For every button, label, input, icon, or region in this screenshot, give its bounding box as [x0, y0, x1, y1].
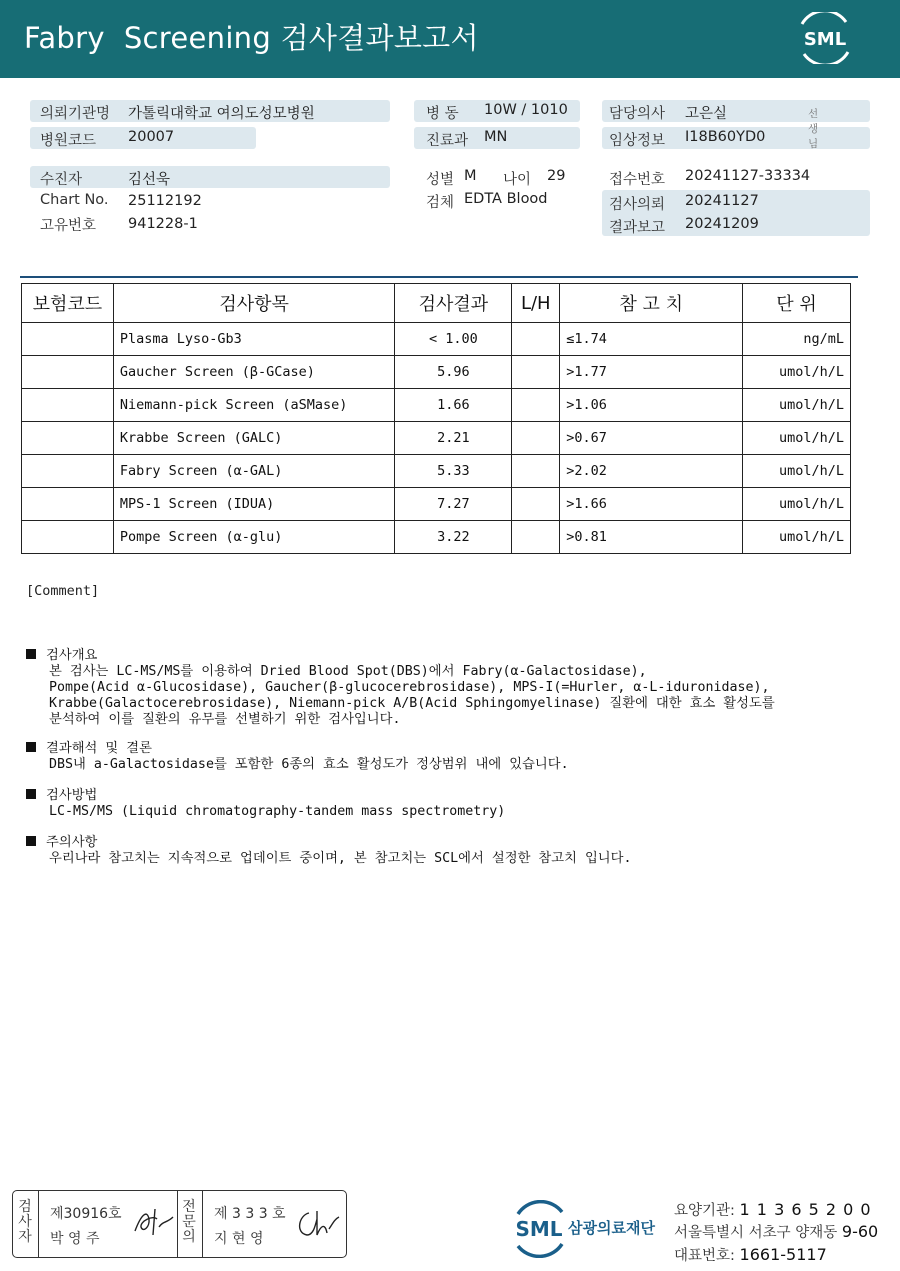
sig-separator — [202, 1191, 203, 1257]
cell-item: MPS-1 Screen (IDUA) — [113, 488, 395, 521]
receipt-label: 접수번호 — [609, 172, 666, 188]
cell-unit: umol/h/L — [743, 488, 851, 521]
chart-value: 25112192 — [128, 193, 202, 209]
chart-label: Chart No. — [40, 192, 109, 208]
section-title: 검사개요 — [46, 648, 98, 663]
table-row — [22, 389, 851, 422]
examiner-number: 제30916호 — [50, 1206, 122, 1222]
sex-label: 성별 — [426, 172, 455, 188]
col-header-lh: L/H — [512, 284, 560, 323]
sig-separator — [38, 1191, 39, 1257]
sex-value: M — [464, 168, 477, 184]
col-header-unit: 단 위 — [743, 284, 851, 323]
cell-unit: umol/h/L — [743, 521, 851, 554]
provider-label: 요양기관: — [674, 1203, 735, 1219]
cell-item: Gaucher Screen (β-GCase) — [113, 356, 395, 389]
cell-ref: >2.02 — [560, 455, 743, 488]
receipt-value: 20241127-33334 — [685, 168, 811, 184]
specimen-value: EDTA Blood — [464, 191, 548, 207]
hospital-code-label: 병원코드 — [40, 133, 97, 149]
cell-code — [22, 323, 114, 356]
square-bullet-icon — [26, 742, 36, 752]
age-label: 나이 — [503, 172, 532, 188]
examiner-name: 박 영 주 — [50, 1231, 100, 1247]
age-value: 29 — [547, 168, 566, 184]
cell-result: 1.66 — [395, 389, 512, 422]
comment-label: [Comment] — [26, 583, 100, 599]
report-header — [0, 0, 900, 78]
cell-ref: >1.77 — [560, 356, 743, 389]
examinee-value: 김선욱 — [128, 172, 171, 188]
cell-item: Pompe Screen (α-glu) — [113, 521, 395, 554]
clinical-label: 임상정보 — [609, 133, 666, 149]
section-overview — [26, 648, 775, 728]
reported-value: 20241209 — [685, 216, 759, 232]
phone-number: 1661-5117 — [739, 1245, 827, 1264]
examiner-vertical-label: 검사자 — [18, 1199, 32, 1245]
cell-item: Krabbe Screen (GALC) — [113, 422, 395, 455]
uid-value: 941228-1 — [128, 216, 198, 232]
phone-label: 대표번호: — [674, 1248, 735, 1264]
cell-unit: umol/h/L — [743, 455, 851, 488]
section-body: 본 검사는 LC-MS/MS를 이용하여 Dried Blood Spot(DBS)에서 Fabry(α-Galactosidase), Pompe(Acid α-Glucosidase), Gaucher(β-glucocerebrosidase), MPS-I(=Hurler, α-L-iduronidase), Krabbe(Galactocerebrosidase), Niemann-pick A/B(Acid Sphingomyelinase) 질환에 대한 효소 활성도를 분석하여 이를 질환의 유무를 선별하기 위한 검사입니다. — [49, 664, 775, 727]
cell-lh — [512, 455, 560, 488]
cell-unit: umol/h/L — [743, 356, 851, 389]
cell-lh — [512, 323, 560, 356]
sig-separator — [177, 1191, 178, 1257]
col-header-item: 검사항목 — [113, 284, 395, 323]
table-row — [22, 323, 851, 356]
table-row — [22, 422, 851, 455]
section-caution — [26, 835, 632, 867]
table-row — [22, 455, 851, 488]
dept-label: 진료과 — [426, 133, 469, 149]
cell-unit: umol/h/L — [743, 389, 851, 422]
footer-org-name: 삼광의료재단 — [568, 1219, 655, 1237]
cell-ref: >1.06 — [560, 389, 743, 422]
square-bullet-icon — [26, 649, 36, 659]
cell-lh — [512, 389, 560, 422]
requested-label: 검사의뢰 — [609, 197, 666, 213]
specialist-number: 제 3 3 3 호 — [214, 1206, 286, 1222]
divider — [20, 276, 858, 278]
clinical-value: I18B60YD0 — [685, 129, 766, 145]
doctor-suffix: 선생님 — [808, 108, 819, 150]
section-title: 결과해석 및 결론 — [46, 741, 152, 756]
cell-code — [22, 488, 114, 521]
cell-item: Niemann-pick Screen (aSMase) — [113, 389, 395, 422]
provider-number: 1 1 3 6 5 2 0 0 — [739, 1200, 872, 1219]
cell-code — [22, 389, 114, 422]
sml-logo-icon — [796, 12, 854, 64]
cell-ref: ≤1.74 — [560, 323, 743, 356]
col-header-result: 검사결과 — [395, 284, 512, 323]
cell-ref: >0.67 — [560, 422, 743, 455]
table-header-row — [22, 284, 851, 323]
cell-result: < 1.00 — [395, 323, 512, 356]
section-title: 주의사항 — [46, 835, 98, 850]
reported-label: 결과보고 — [609, 220, 666, 236]
footer-phone — [674, 1244, 827, 1265]
cell-result: 5.33 — [395, 455, 512, 488]
specialist-signature-icon — [293, 1207, 341, 1241]
examiner-signature-icon — [131, 1205, 177, 1239]
section-body: 우리나라 참고치는 지속적으로 업데이트 중이며, 본 참고치는 SCL에서 설정한 참고치 입니다. — [49, 851, 632, 866]
specimen-label: 검체 — [426, 195, 455, 211]
section-interpretation — [26, 741, 569, 773]
section-body: DBS내 a-Galactosidase를 포함한 6종의 효소 활성도가 정상범위 내에 있습니다. — [49, 757, 569, 772]
cell-item: Fabry Screen (α-GAL) — [113, 455, 395, 488]
cell-result: 5.96 — [395, 356, 512, 389]
institution-label: 의뢰기관명 — [40, 106, 111, 122]
hospital-code-value: 20007 — [128, 129, 175, 145]
cell-lh — [512, 521, 560, 554]
specialist-vertical-label: 전문의 — [182, 1199, 196, 1245]
col-header-code: 보험코드 — [22, 284, 114, 323]
band-examinee — [30, 166, 390, 188]
signature-box — [12, 1190, 347, 1258]
requested-value: 20241127 — [685, 193, 759, 209]
sml-logo-text: SML — [803, 29, 847, 50]
cell-lh — [512, 488, 560, 521]
uid-label: 고유번호 — [40, 218, 97, 234]
table-row — [22, 488, 851, 521]
footer-address — [674, 1221, 878, 1242]
address-text: 서울특별시 서초구 양재동 — [674, 1225, 838, 1241]
table-row — [22, 521, 851, 554]
section-body: LC-MS/MS (Liquid chromatography-tandem mass spectrometry) — [49, 804, 506, 819]
results-table — [21, 283, 851, 554]
doctor-label: 담당의사 — [609, 106, 666, 122]
cell-lh — [512, 422, 560, 455]
section-method — [26, 788, 505, 820]
cell-ref: >1.66 — [560, 488, 743, 521]
cell-item: Plasma Lyso-Gb3 — [113, 323, 395, 356]
col-header-ref: 참 고 치 — [560, 284, 743, 323]
dept-value: MN — [484, 129, 508, 145]
doctor-value: 고은실 — [685, 106, 728, 122]
address-number: 9-60 — [841, 1222, 879, 1241]
cell-code — [22, 455, 114, 488]
examinee-label: 수진자 — [40, 172, 83, 188]
cell-result: 3.22 — [395, 521, 512, 554]
ward-value: 10W / 1010 — [484, 102, 568, 118]
cell-ref: >0.81 — [560, 521, 743, 554]
cell-code — [22, 422, 114, 455]
sml-footer-logo-icon — [510, 1200, 568, 1258]
cell-unit: umol/h/L — [743, 422, 851, 455]
cell-lh — [512, 356, 560, 389]
square-bullet-icon — [26, 836, 36, 846]
institution-value: 가톨릭대학교 여의도성모병원 — [128, 106, 315, 122]
ward-label: 병 동 — [426, 106, 459, 122]
cell-result: 7.27 — [395, 488, 512, 521]
section-title: 검사방법 — [46, 788, 98, 803]
cell-result: 2.21 — [395, 422, 512, 455]
cell-code — [22, 521, 114, 554]
cell-unit: ng/mL — [743, 323, 851, 356]
table-row — [22, 356, 851, 389]
report-title: Fabry Screening 검사결과보고서 — [24, 21, 479, 55]
sml-footer-logo-text: SML — [515, 1217, 563, 1241]
square-bullet-icon — [26, 789, 36, 799]
specialist-name: 지 현 영 — [214, 1231, 264, 1247]
footer-provider — [674, 1199, 872, 1220]
cell-code — [22, 356, 114, 389]
